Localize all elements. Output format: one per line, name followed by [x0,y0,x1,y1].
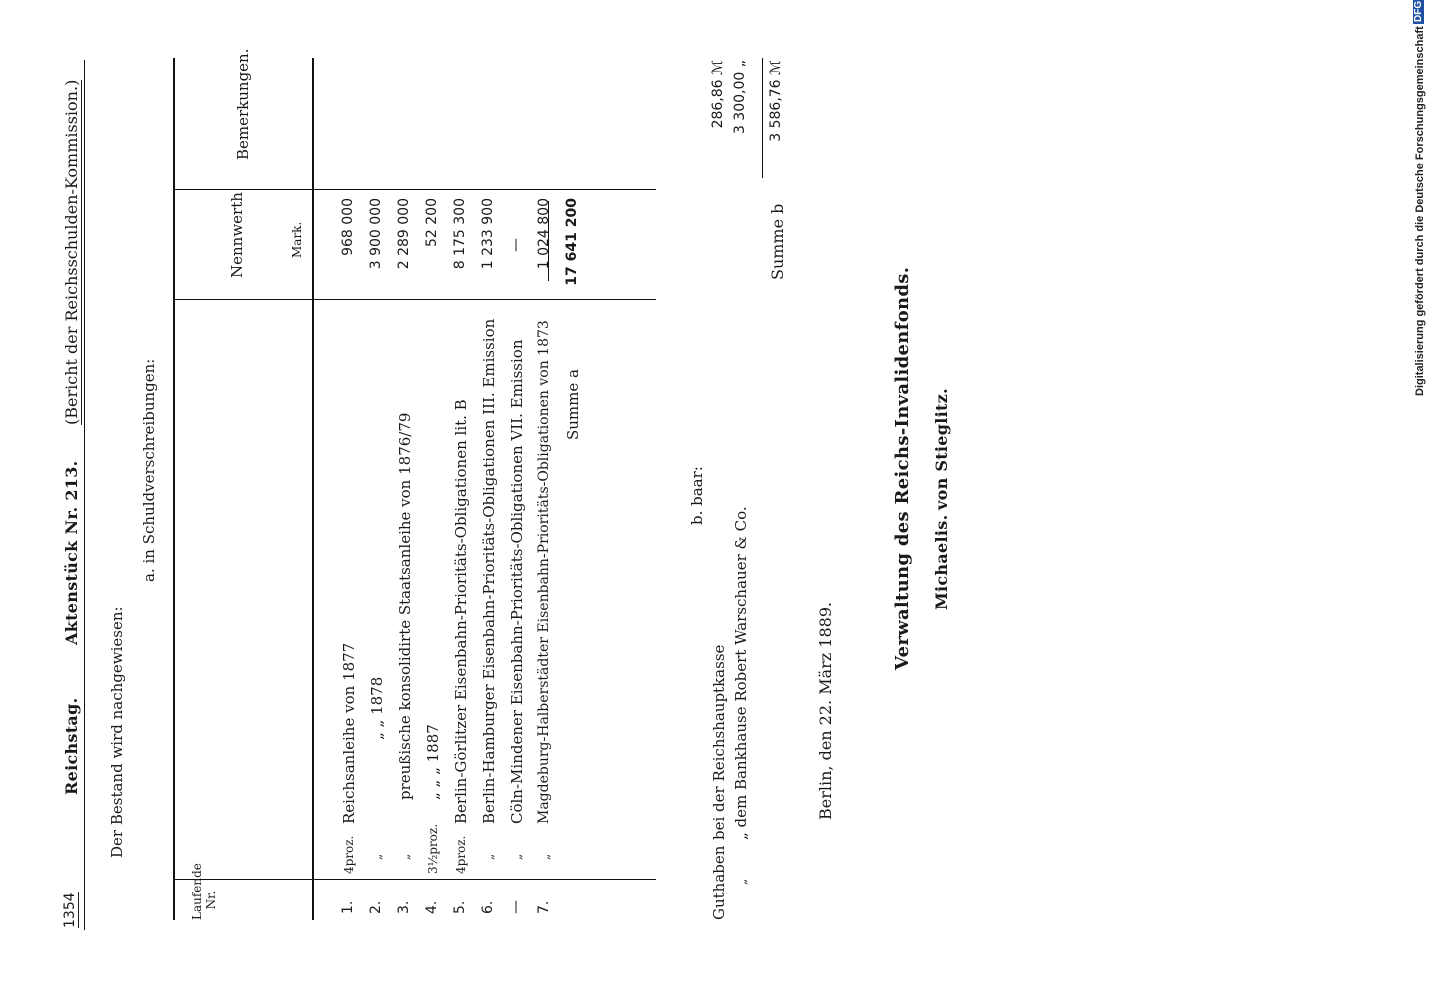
row-prefix: „ [398,853,412,860]
row-desc: Berlin-Hamburger Eisenbahn-Prioritäts-Obligationen III. Emission [480,318,498,824]
section-a-title: a. in Schuldverschreibungen: [140,358,158,582]
sum-a-label: Summe a [564,369,582,440]
page-number: 1354 [62,892,78,928]
document-page-lower [760,0,1010,1000]
row-desc: Reichsanleihe von 1877 [340,642,358,824]
row-nr: 2. [368,900,384,914]
row-prefix: 3½proz. [426,823,440,874]
row-value: — [508,238,524,252]
report-title: (Bericht der Reichsschulden-Kommission.) [62,79,81,425]
value-column-left-rule [173,299,656,300]
section-b-title: b. baar: [688,466,706,525]
row-desc: „ „ 1878 [368,676,386,740]
row-desc: preußische konsolidirte Staatsanleihe von 1876/79 [396,412,414,800]
col-header-nennwerth: Nennwerth [228,192,246,278]
intro-text: Der Bestand wird nachgewiesen: [108,606,126,858]
credit-text: Digitalisierung gefördert durch die Deutsche Forschungsgemeinschaft [1414,26,1426,396]
row-desc: Magdeburg-Halberstädter Eisenbahn-Prioritäts-Obligationen von 1873 [536,320,552,824]
row-prefix: „ [510,853,524,860]
row-desc: Cöln-Mindener Eisenbahn-Prioritäts-Obligationen VII. Emission [508,339,526,824]
row-value: 1 233 900 [480,198,496,270]
row-value: 8 175 300 [452,198,468,270]
source-label: Reichstag. [62,697,81,795]
row-nr: 1. [340,900,356,914]
row-nr: 5. [452,900,468,914]
cash-value: 286,86 ℳ [710,60,726,129]
sum-b-rule [762,58,763,178]
signatory: von Stieglitz. [932,388,951,510]
authority: Verwaltung des Reichs-Invalidenfonds. [892,266,913,670]
row-prefix: 4proz. [342,835,356,874]
dfg-logo: DFG [1413,0,1424,22]
col-header-unit: Mark. [290,221,304,258]
row-nr: 6. [480,900,496,914]
nr-column-rule [173,879,656,880]
table-header-rule [312,58,314,920]
row-nr: 3. [396,900,412,914]
cash-prefix: „ [735,878,749,885]
row-value: 968 000 [340,198,356,256]
value-column-right-rule [173,189,656,190]
row-nr: 4. [424,900,440,914]
signatory: Michaelis. [932,514,951,610]
sum-a-value: 17 641 200 [564,198,580,286]
cash-desc: „ dem Bankhause Robert Warschauer & Co. [732,506,750,840]
digitization-credit [1412,0,1432,1000]
row-value: 3 900 000 [368,198,384,270]
cash-prefix: Guthaben [710,845,728,920]
sum-b-value: 3 586,76 ℳ [768,60,784,142]
cash-value: 3 300,00 „ [732,60,748,135]
row-value: 2 289 000 [396,198,412,270]
row-value: 1 024 800 [536,198,552,270]
row-value: 52 200 [424,198,440,247]
row-prefix: „ [538,853,552,860]
row-desc: „ „ „ 1887 [424,724,442,800]
cash-desc: bei der Reichshauptkasse [710,644,728,840]
row-nr: 7. [536,900,552,914]
header-rule [84,60,85,930]
col-header-bemerkungen: Bemerkungen. [234,48,252,160]
sum-b-label: Summe b [768,203,787,280]
row-nr: — [508,900,524,914]
row-prefix: 4proz. [454,835,468,874]
document-ref: Aktenstück Nr. 213. [62,460,81,645]
col-header-nr: Laufende Nr. [190,863,218,920]
row-desc: Berlin-Görlitzer Eisenbahn-Prioritäts-Obligationen lit. B [452,399,470,824]
table-top-rule [173,58,175,920]
date-line: Berlin, den 22. März 1889. [816,601,835,820]
row-prefix: „ [370,853,384,860]
row-prefix: „ [482,853,496,860]
